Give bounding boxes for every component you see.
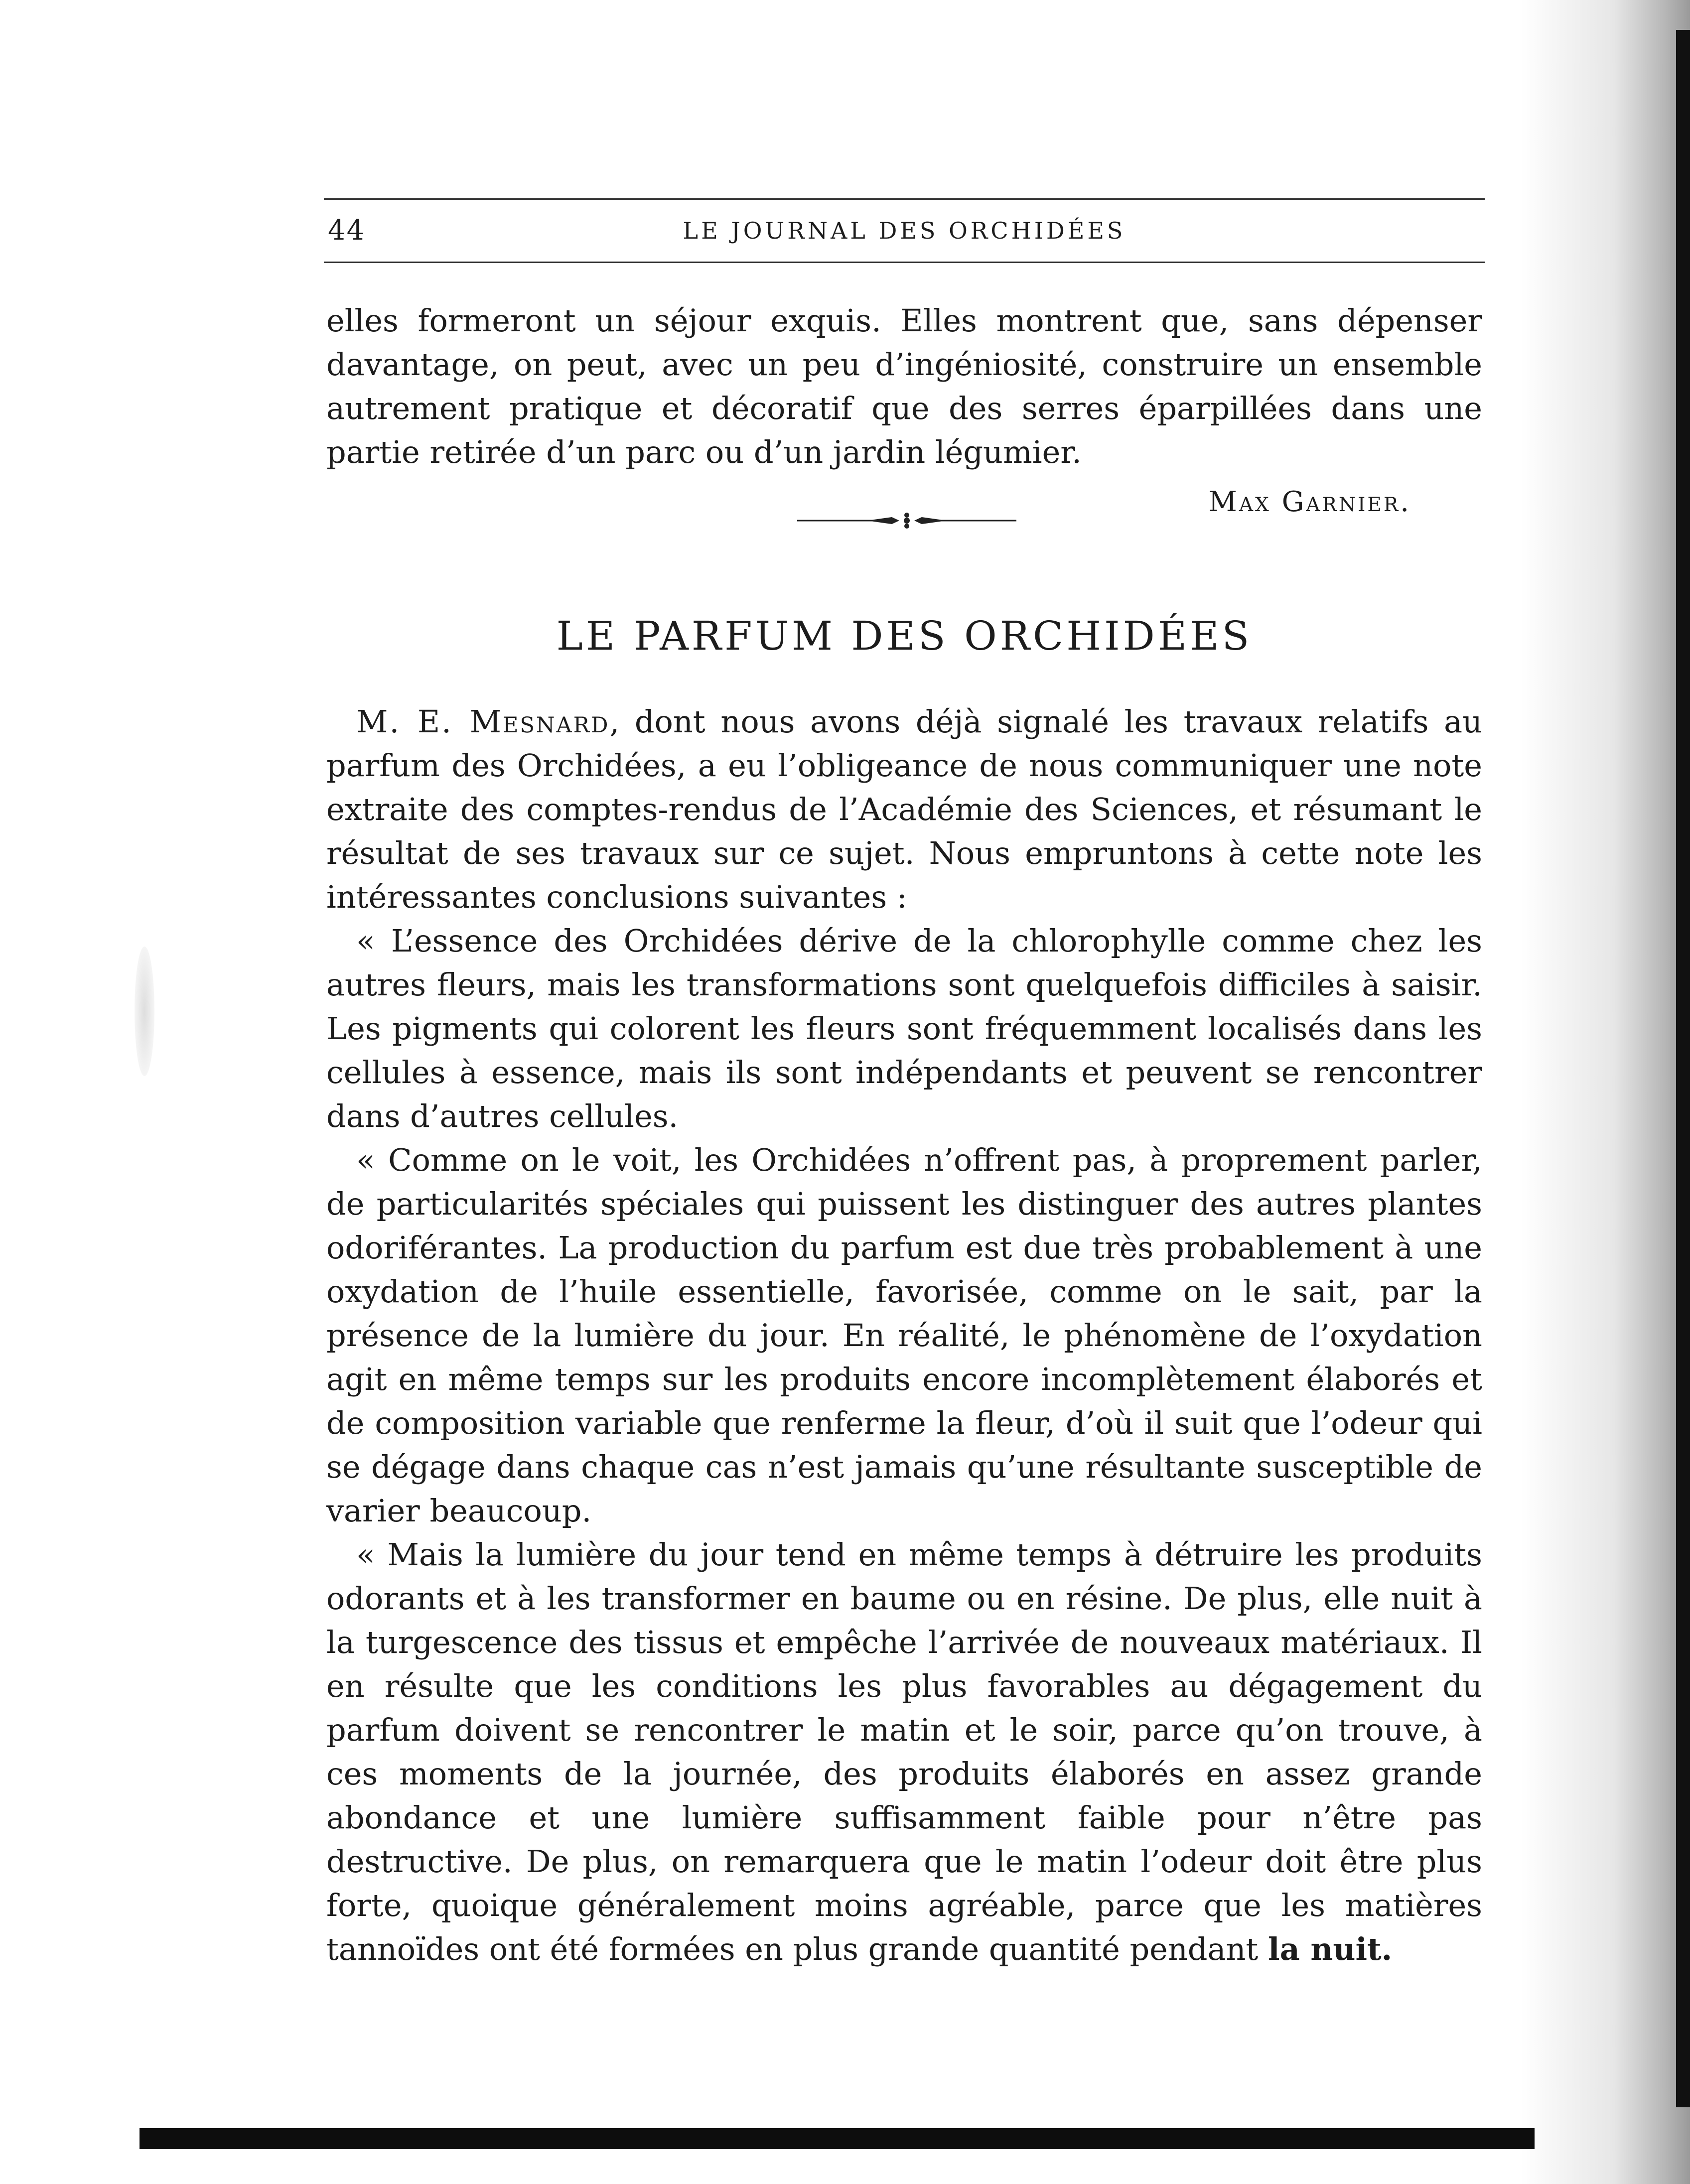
header-bottom-rule bbox=[324, 262, 1485, 263]
article-paragraph-intro bbox=[326, 700, 1482, 919]
page-number: 44 bbox=[328, 214, 366, 247]
section-divider-ornament bbox=[797, 508, 1016, 533]
scan-edge-right bbox=[1676, 30, 1690, 2107]
paragraph-ending: la nuit. bbox=[1268, 1931, 1393, 1967]
article-paragraph: « Comme on le voit, les Orchidées n’offrent pas, à proprement parler, de particularités spéciales qui puissent les distinguer des autres plantes odoriférantes. La production du parfum est due très probablement à une oxydation de l’huile essentielle, favorisée, comme on le sait, par la présence de la lumière du jour. En réalité, le phénomène de l’oxydation agit en même temps sur les produits encore incomplètement élaborés et de composition variable que renferme la fleur, d’où il suit que l’odeur qui se dégage dans chaque cas n’est jamais qu’une résultante susceptible de varier beaucoup. bbox=[326, 1142, 1482, 1529]
page-gutter-shadow bbox=[1521, 0, 1690, 2184]
closing-paragraph: elles formeront un séjour exquis. Elles montrent que, sans dépenser davantage, on peut, avec un peu d’ingéniosité, construire un ensemble autrement pratique et décoratif que des serres éparpillées dans une partie retirée d’un parc ou d’un jardin légumier. bbox=[326, 302, 1482, 470]
article-title: LE PARFUM DES ORCHIDÉES bbox=[556, 613, 1253, 659]
scan-edge-bottom bbox=[140, 2128, 1535, 2149]
journal-title: LE JOURNAL DES ORCHIDÉES bbox=[683, 217, 1126, 244]
author-signature: Max Garnier. bbox=[1208, 486, 1411, 518]
article-paragraph bbox=[326, 1533, 1482, 1971]
page-shadow-left bbox=[135, 947, 154, 1076]
running-head bbox=[324, 214, 1485, 254]
intro-text: , dont nous avons déjà signalé les travaux relatifs au parfum des Orchidées, a eu l’obligeance de nous communiquer une note extraite des comptes-rendus de l’Académie des Sciences, et résumant le résultat de ses travaux sur ce sujet. Nous empruntons à cette note les intéressantes conclusions suivantes : bbox=[326, 703, 1482, 915]
article-body bbox=[326, 700, 1482, 1971]
author-name: M. E. Mesnard bbox=[356, 703, 610, 740]
header-top-rule bbox=[324, 198, 1485, 200]
article-paragraph: « L’essence des Orchidées dérive de la chlorophylle comme chez les autres fleurs, mais les transformations sont quelquefois difficiles à saisir. Les pigments qui colorent les fleurs sont fréquemment localisés dans les cellules à essence, mais ils sont indépendants et peuvent se rencontrer dans d’autres cellules. bbox=[326, 923, 1482, 1134]
previous-article-ending bbox=[326, 299, 1482, 474]
paragraph-text: « Mais la lumière du jour tend en même temps à détruire les produits odorants et à les transformer en baume ou en résine. De plus, elle nuit à la turgescence des tissus et empêche l’arrivée de nouveaux matériaux. Il en résulte que les conditions les plus favorables au dégagement du parfum doivent se rencontrer le matin et le soir, parce qu’on trouve, à ces moments de la journée, des produits élaborés en assez grande abondance et une lumière suffisamment faible pour n’être pas destructive. De plus, on remarquera que le matin l’odeur doit être plus forte, quoique généralement moins agréable, parce que les matières tannoïdes ont été formées en plus grande quantité pendant bbox=[326, 1536, 1482, 1967]
